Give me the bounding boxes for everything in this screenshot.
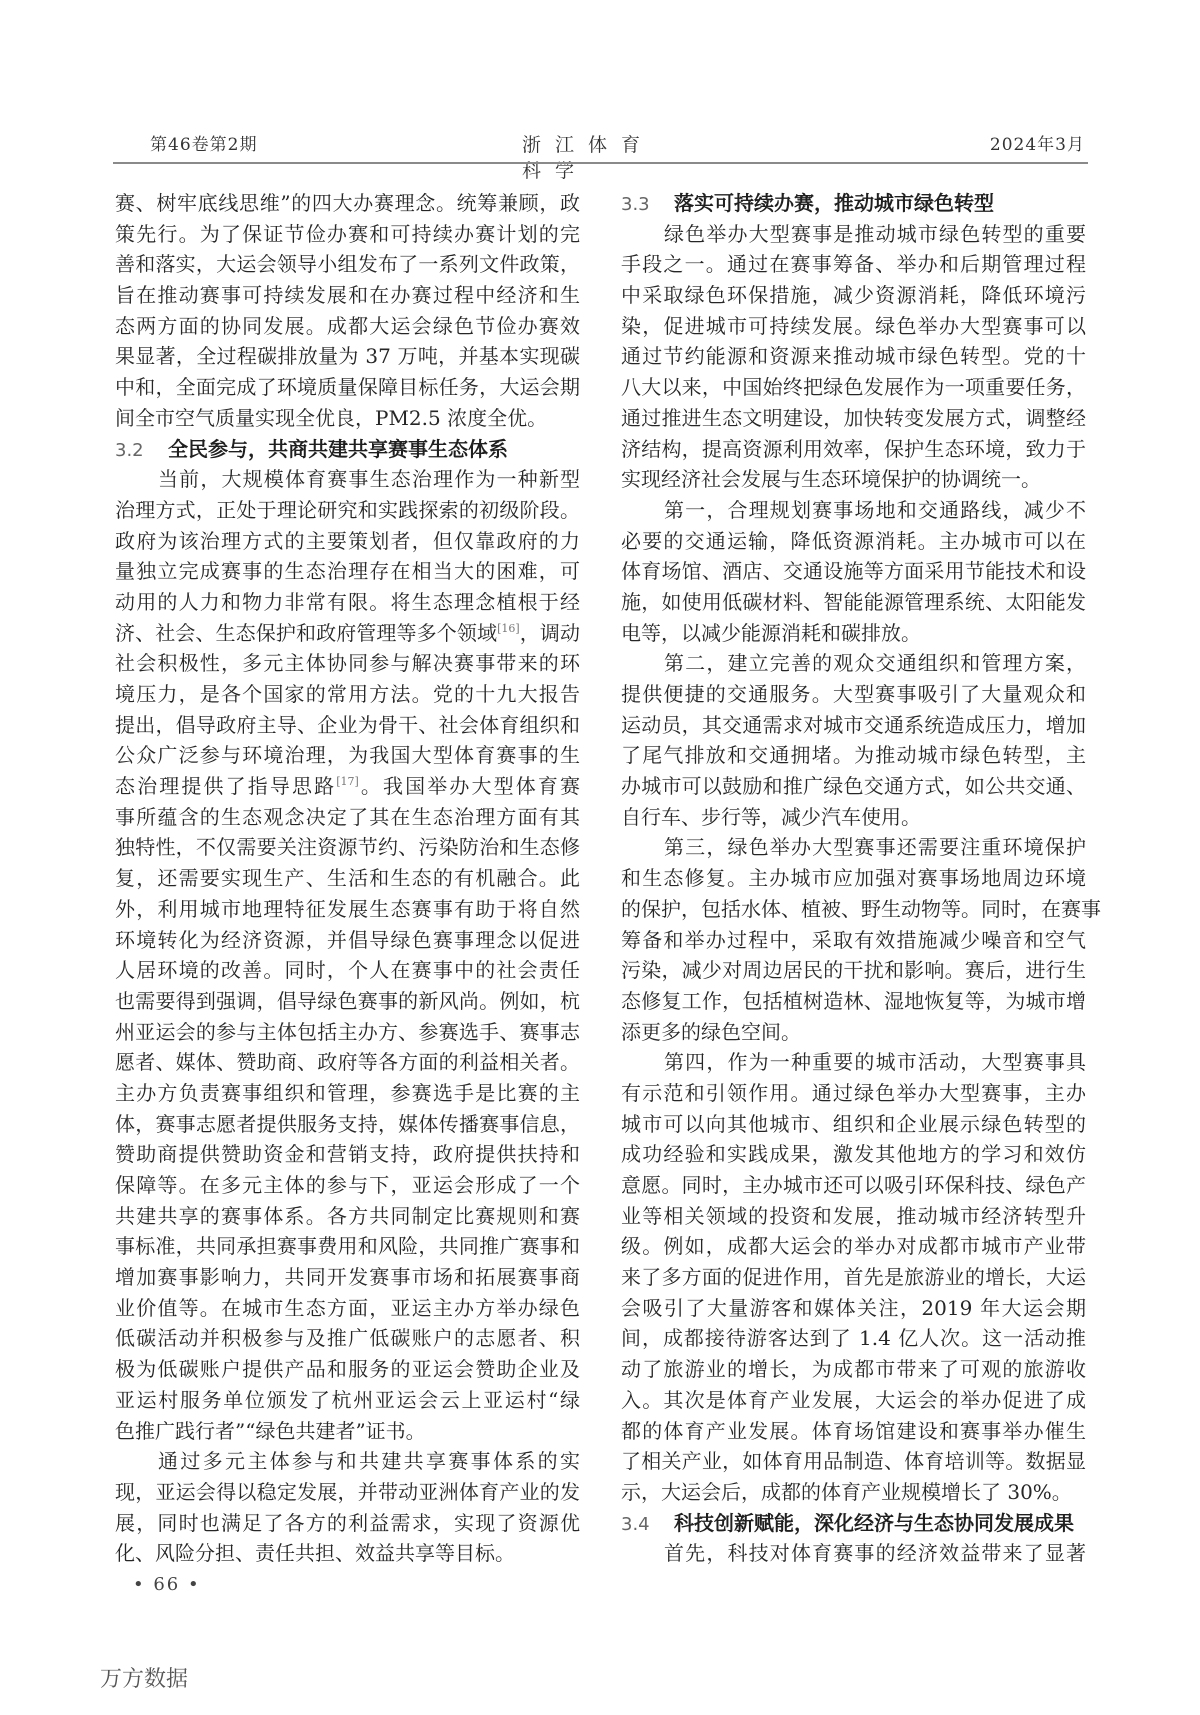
text-line: 人居环境的改善。同时，个人在赛事中的社会责任 [115,958,580,983]
text-line: 事标准，共同承担赛事费用和风险，共同推广赛事和 [115,1234,580,1259]
text-line: 来了多方面的促进作用，首先是旅游业的增长，大运 [621,1265,1086,1290]
text-segment: 。我国举办大型体育赛 [358,774,580,799]
text-line: 筹备和举办过程中，采取有效措施减少噪音和空气 [621,927,1086,952]
text-line: 复，还需要实现生产、生活和生态的有机融合。此 [115,866,580,891]
left-column [115,188,580,1569]
text-line: 态修复工作，包括植树造林、湿地恢复等，为城市增 [621,988,1086,1013]
text-line: 低碳活动并积极参与及推广低碳账户的志愿者、积 [115,1326,580,1351]
citation-reference[interactable]: [16] [497,621,520,635]
text-line: 八大以来，中国始终把绿色发展作为一项重要任务， [621,375,1086,400]
text-line [115,771,580,802]
text-line: 态两方面的协同发展。成都大运会绿色节俭办赛效 [115,313,580,338]
text-line: 治理方式，正处于理论研究和实践探索的初级阶段。 [115,497,580,522]
text-line: 成功经验和实践成果，激发其他地方的学习和效仿 [621,1142,1086,1167]
text-line: 第一，合理规划赛事场地和交通路线，减少不 [664,497,1086,522]
section-heading [621,188,1086,219]
text-line: 通过多元主体参与和共建共享赛事体系的实 [158,1449,580,1474]
text-line: 自行车、步行等，减少汽车使用。 [621,804,921,829]
journal-title: 浙江体育科学 [522,134,655,182]
text-line: 入。其次是体育产业发展，大运会的举办促进了成 [621,1387,1086,1412]
text-line: 提供便捷的交通服务。大型赛事吸引了大量观众和 [621,682,1086,706]
text-line: 间全市空气质量实现全优良，PM2.5 浓度全优。 [115,405,548,430]
text-line: 济结构，提高资源利用效率，保护生态环境，致力于 [621,436,1086,461]
paragraph [621,648,1086,832]
text-segment: 济、社会、生态保护和政府管理等多个领域 [115,620,498,645]
text-line: 公众广泛参与环境治理，为我国大型体育赛事的生 [115,743,580,768]
text-line: 间，成都接待游客达到了 1.4 亿人次。这一活动推 [621,1326,1086,1351]
text-line: 色推广践行者”“绿色共建者”证书。 [115,1418,426,1443]
paragraph [621,219,1086,495]
text-line: 动用的人力和物力非常有限。将生态理念植根于经 [115,589,580,614]
text-line: 添更多的绿色空间。 [621,1019,801,1044]
text-line: 果显著，全过程碳排放量为 37 万吨，并基本实现碳 [115,344,580,369]
section-heading [621,1508,1086,1539]
paragraph [115,464,580,1446]
text-line: 第三，绿色举办大型赛事还需要注重环境保护 [664,835,1086,860]
text-line: 中和，全面完成了环境质量保障目标任务，大运会期 [115,375,580,400]
text-line: 了尾气排放和交通拥堵。为推动城市绿色转型，主 [621,743,1086,768]
text-segment: 态治理提供了指导思路 [115,774,337,799]
text-line: 事所蕴含的生态观念决定了其在生态治理方面有其 [115,804,580,829]
issue-date: 2024年3月 [989,135,1085,155]
wanfang-watermark: 万方数据 [100,1667,189,1692]
text-line: 施，如使用低碳材料、智能能源管理系统、太阳能发 [621,589,1086,614]
text-line: 手段之一。通过在赛事筹备、举办和后期管理过程 [621,252,1086,277]
text-line [115,618,580,649]
text-line: 州亚运会的参与主体包括主办方、参赛选手、赛事志 [115,1019,580,1044]
text-line: 动了旅游业的增长，为成都市带来了可观的旅游收 [621,1357,1086,1382]
text-line: 办城市可以鼓励和推广绿色交通方式，如公共交通、 [621,774,1086,799]
text-line: 亚运村服务单位颁发了杭州亚运会云上亚运村“绿 [115,1387,580,1412]
text-line: 中采取绿色环保措施，减少资源消耗，降低环境污 [621,283,1086,308]
text-line: 业价值等。在城市生态方面，亚运主办方举办绿色 [115,1295,580,1320]
page-number: • 66 • [133,1574,201,1595]
paragraph [115,188,580,434]
text-line: 善和落实，大运会领导小组发布了一系列文件政策， [115,252,580,277]
section-title: 科技创新赋能，深化经济与生态协同发展成果 [674,1510,1074,1535]
text-line: 绿色举办大型赛事是推动城市绿色转型的重要 [664,221,1086,246]
section-number: 3.3 [621,194,650,215]
text-line: 通过推进生态文明建设，加快转变发展方式，调整经 [621,405,1086,430]
text-line: 电等，以减少能源消耗和碳排放。 [621,620,921,645]
text-line: 污染，减少对周边居民的干扰和影响。赛后，进行生 [621,958,1086,983]
header-divider [113,162,1088,164]
citation-reference[interactable]: [17] [336,775,359,789]
text-line: 量独立完成赛事的生态治理存在相当大的困难，可 [115,559,580,584]
text-line: 首先，科技对体育赛事的经济效益带来了显著 [664,1541,1086,1566]
text-line: 必要的交通运输，降低资源消耗。主办城市可以在 [621,528,1086,553]
text-line: 环境转化为经济资源，并倡导绿色赛事理念以促进 [115,927,580,952]
text-line: 当前，大规模体育赛事生态治理作为一种新型 [158,467,580,492]
journal-volume-issue: 第46卷第2期 [150,135,258,155]
text-line: 赞助商提供赞助资金和营销支持，政府提供扶持和 [115,1142,580,1167]
text-line: 示，大运会后，成都的体育产业规模增长了 30%。 [621,1479,1072,1504]
text-line: 意愿。同时，主办城市还可以吸引环保科技、绿色产 [621,1173,1086,1197]
text-line: 愿者、媒体、赞助商、政府等各方面的利益相关者。 [115,1050,580,1075]
text-line: 实现经济社会发展与生态环境保护的协调统一。 [621,467,1041,492]
text-line: 都的体育产业发展。体育场馆建设和赛事举办催生 [621,1418,1086,1443]
right-column [621,188,1101,1569]
paragraph [115,1446,580,1569]
text-line: 赛、树牢底线思维”的四大办赛理念。统筹兼顾，政 [115,191,580,215]
text-line: 极为低碳账户提供产品和服务的亚运会赞助企业及 [115,1357,580,1382]
text-line: 共建共享的赛事体系。各方共同制定比赛规则和赛 [115,1203,580,1228]
text-line: 旨在推动赛事可持续发展和在办赛过程中经济和生 [115,283,580,308]
text-line: 也需要得到强调，倡导绿色赛事的新风尚。例如，杭 [115,988,580,1013]
text-line: 社会积极性，多元主体协同参与解决赛事带来的环 [115,651,580,676]
text-line: 境压力，是各个国家的常用方法。党的十九大报告 [115,682,580,706]
section-number: 3.2 [115,439,144,461]
text-line: 城市可以向其他城市、组织和企业展示绿色转型的 [621,1111,1086,1136]
text-line: 染，促进城市可持续发展。绿色举办大型赛事可以 [621,313,1086,338]
text-segment: ，调动 [519,620,580,645]
text-line: 第四，作为一种重要的城市活动，大型赛事具 [664,1050,1086,1075]
text-line: 增加赛事影响力，共同开发赛事市场和拓展赛事商 [115,1265,580,1290]
text-line: 业等相关领域的投资和发展，推动城市经济转型升 [621,1203,1086,1228]
text-line: 展，同时也满足了各方的利益需求，实现了资源优 [115,1510,580,1535]
text-line: 的保护，包括水体、植被、野生动物等。同时，在赛事 [621,896,1101,921]
text-line: 运动员，其交通需求对城市交通系统造成压力，增加 [621,712,1086,737]
text-line: 提出，倡导政府主导、企业为骨干、社会体育组织和 [115,712,580,737]
text-line: 策先行。为了保证节俭办赛和可持续办赛计划的完 [115,221,580,246]
paragraph [621,495,1086,648]
text-line: 级。例如，成都大运会的举办对成都市城市产业带 [621,1234,1086,1259]
text-line: 和生态修复。主办城市应加强对赛事场地周边环境 [621,866,1086,891]
paragraph [621,1538,1086,1569]
text-line: 化、风险分担、责任共担、效益共享等目标。 [115,1541,515,1566]
section-title: 全民参与，共商共建共享赛事生态体系 [168,436,508,461]
text-line: 主办方负责赛事组织和管理，参赛选手是比赛的主 [115,1080,580,1105]
text-line: 体育场馆、酒店、交通设施等方面采用节能技术和设 [621,559,1086,584]
text-line: 外，利用城市地理特征发展生态赛事有助于将自然 [115,896,580,921]
paragraph [621,832,1101,1047]
text-line: 保障等。在多元主体的参与下，亚运会形成了一个 [115,1173,580,1197]
text-line: 第二，建立完善的观众交通组织和管理方案， [664,651,1086,676]
text-line: 有示范和引领作用。通过绿色举办大型赛事，主办 [621,1080,1086,1105]
text-line: 政府为该治理方式的主要策划者，但仅靠政府的力 [115,528,580,553]
text-line: 了相关产业，如体育用品制造、体育培训等。数据显 [621,1449,1086,1474]
text-line: 通过节约能源和资源来推动城市绿色转型。党的十 [621,344,1086,369]
text-line: 现，亚运会得以稳定发展，并带动亚洲体育产业的发 [115,1479,580,1504]
text-line: 会吸引了大量游客和媒体关注，2019 年大运会期 [621,1295,1086,1320]
text-line: 体，赛事志愿者提供服务支持，媒体传播赛事信息， [115,1111,580,1136]
section-heading [115,434,580,465]
section-number: 3.4 [621,1513,650,1535]
section-title: 落实可持续办赛，推动城市绿色转型 [674,191,994,215]
paragraph [621,1047,1086,1507]
text-line: 独特性，不仅需要关注资源节约、污染防治和生态修 [115,835,580,860]
